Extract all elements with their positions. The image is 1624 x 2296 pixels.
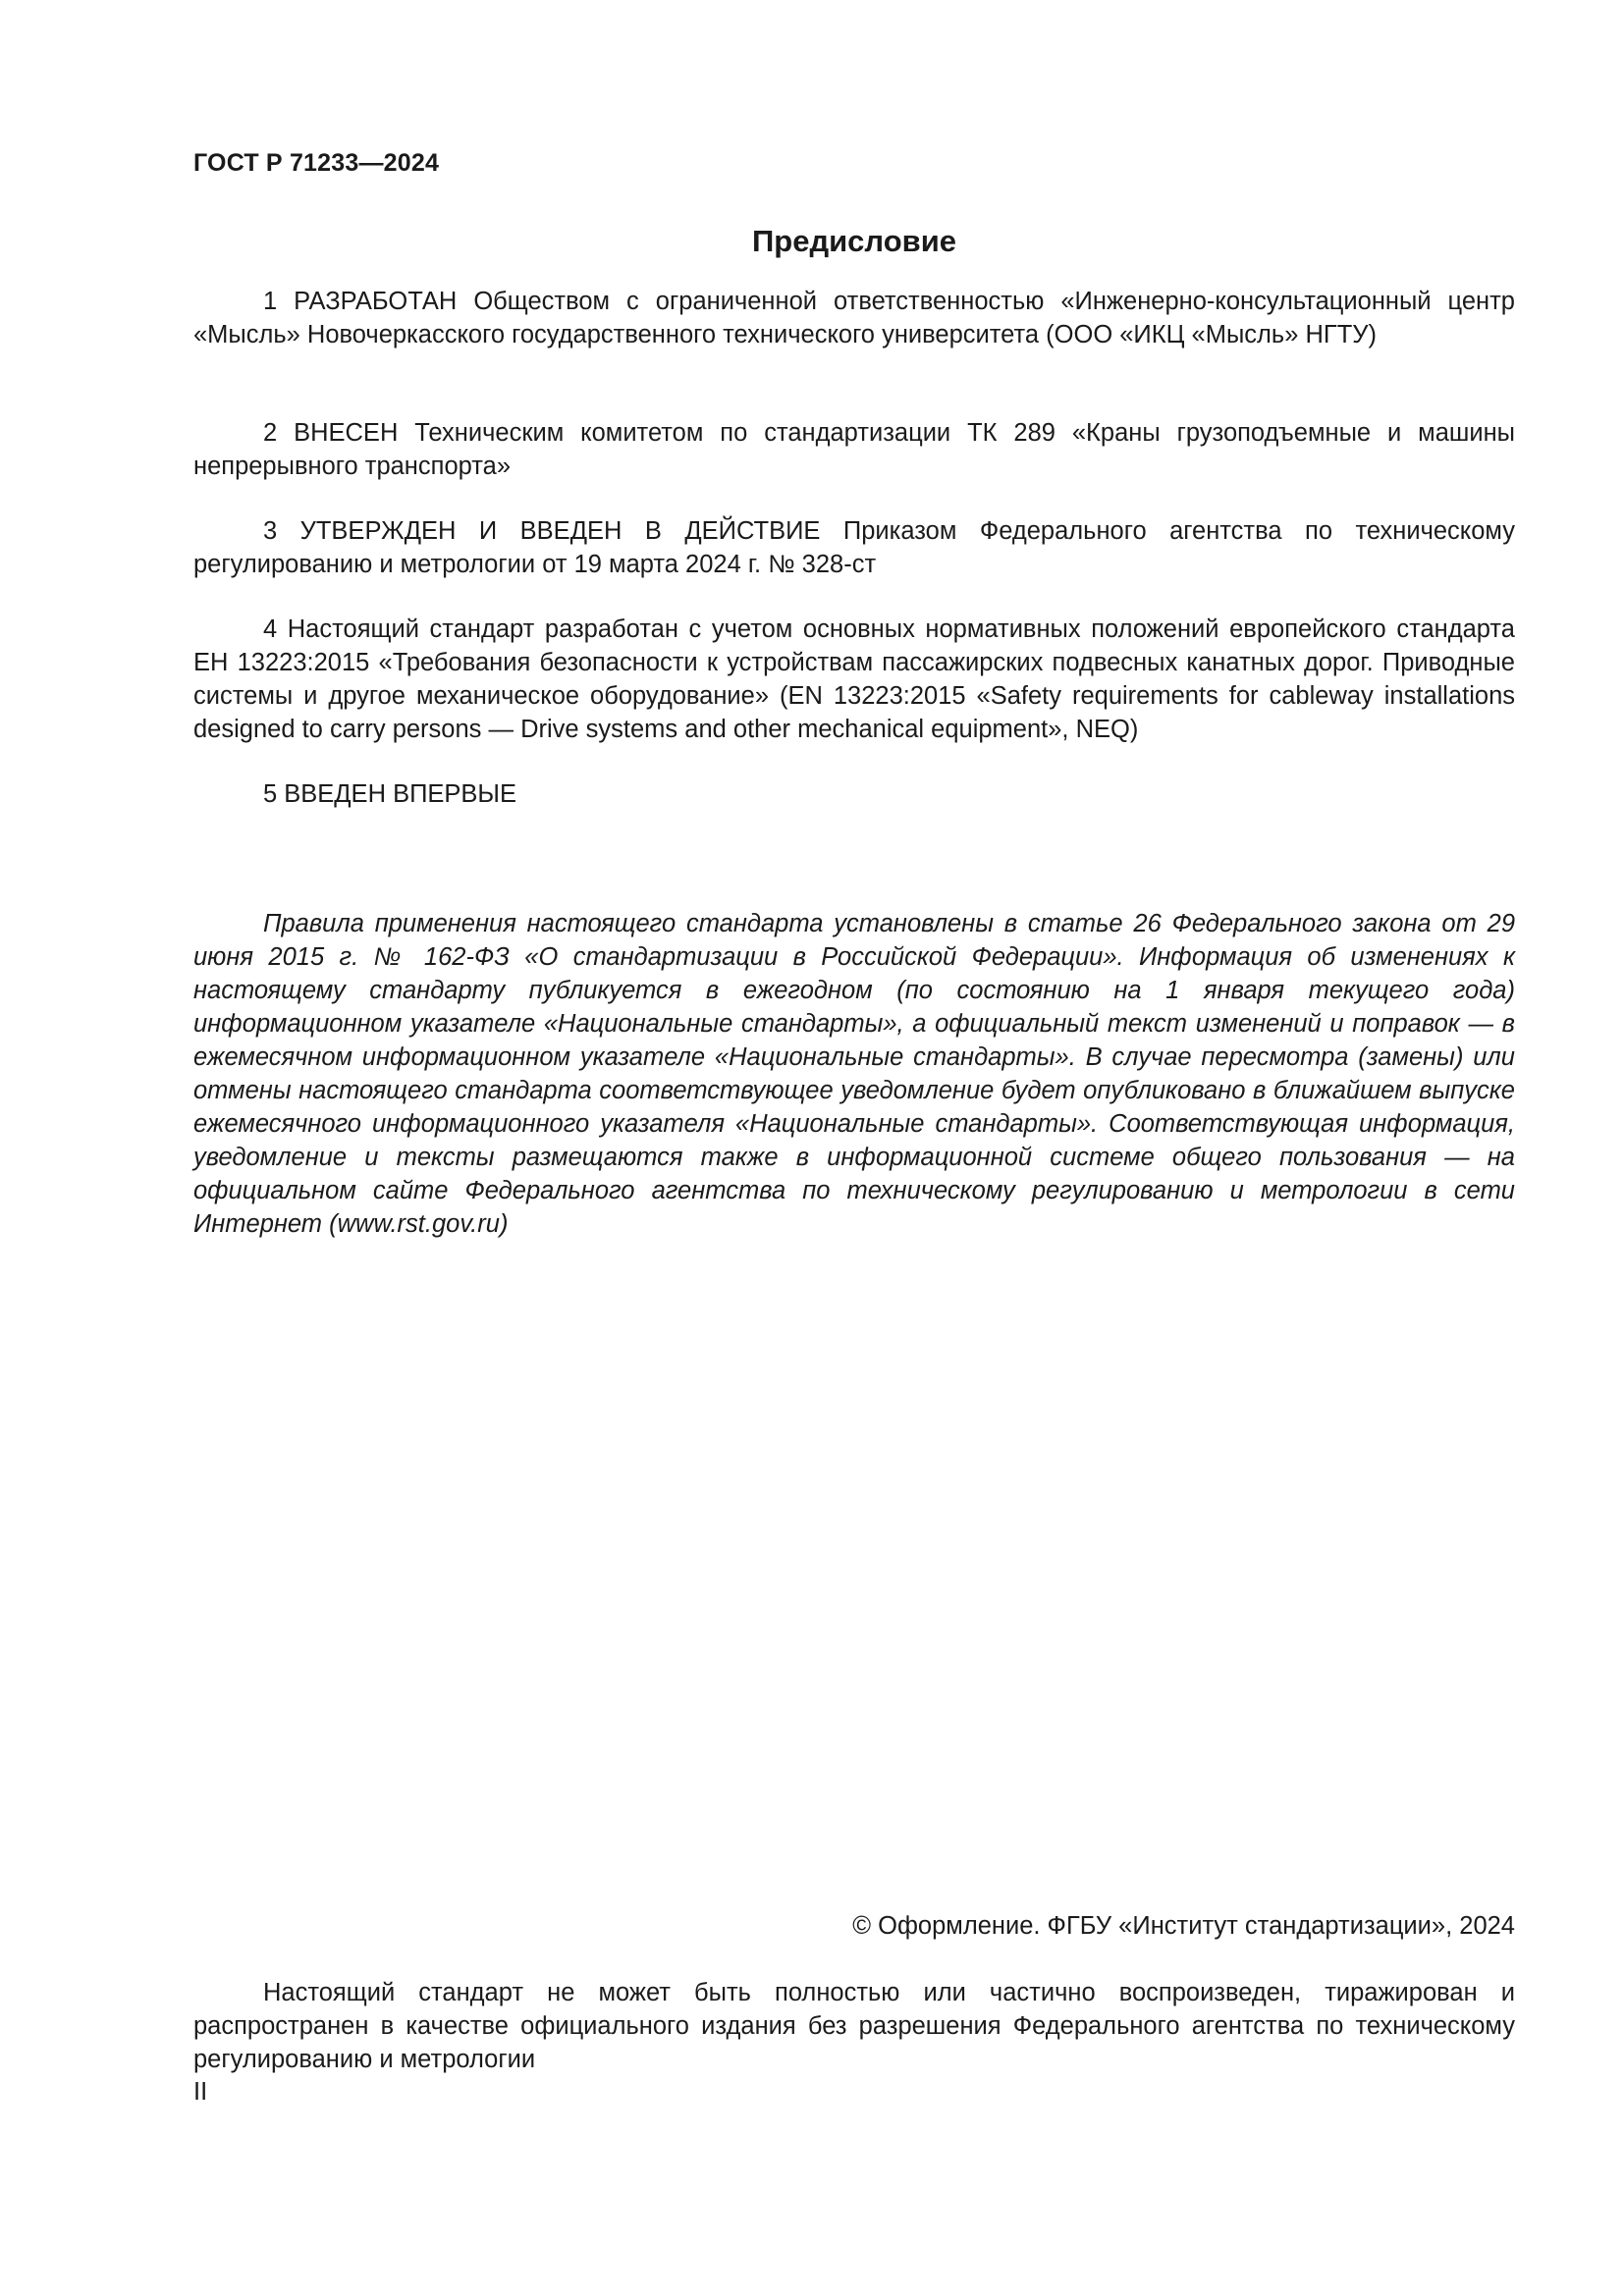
application-rules-notice: Правила применения настоящего стандарта установлены в статье 26 Федерального закона от 29 июня 2015 г. № 162-ФЗ «О стандартизации в Российской Федерации». Информация об изменениях к настоящему стандарту публикуется в ежегодном (по состоянию на 1 января текущего года) информационном указателе «Национальные стандарты», а официальный текст изменений и поправок — в ежемесячном информационном указателе «Национальные стандарты». В случае пересмотра (замены) или отмены настоящего стандарта соответствующее уведомление будет опубликовано в ближайшем выпуске ежемесячного информационного указателя «Национальные стандарты». Соответствующая информация, уведомление и тексты размещаются также в информационной системе общего пользования — на официальном сайте Федерального агентства по техническому регулированию и метрологии в сети Интернет (www.rst.gov.ru) — [193, 910, 1515, 1238]
foreword-item-2: 2 ВНЕСЕН Техническим комитетом по стандартизации ТК 289 «Краны грузоподъемные и машины непрерывного транспорта» — [193, 419, 1515, 480]
standard-code: ГОСТ Р 71233—2024 — [193, 149, 440, 177]
copyright-line: © Оформление. ФГБУ «Институт стандартизации», 2024 — [852, 1912, 1515, 1940]
page-number: II — [193, 2078, 208, 2106]
foreword-item-1: 1 РАЗРАБОТАН Обществом с ограниченной ответственностью «Инженерно-консультационный центр «Мысль» Новочеркасского государственного технического университета (ООО «ИКЦ «Мысль» НГТУ) — [193, 288, 1515, 348]
foreword-item-5: 5 ВВЕДЕН ВПЕРВЫЕ — [263, 780, 517, 808]
foreword-item-4: 4 Настоящий стандарт разработан с учетом основных нормативных положений европейского стандарта ЕН 13223:2015 «Требования безопасности к устройствам пассажирских подвесных канатных дорог. Приводные системы и другое механическое оборудование» (EN 13223:2015 «Safety requirements for cableway installations designed to carry persons — Drive systems and other mechanical equipment», NEQ) — [193, 615, 1515, 743]
reproduction-notice: Настоящий стандарт не может быть полностью или частично воспроизведен, тиражирован и распространен в качестве официального издания без разрешения Федерального агентства по техническому регулированию и метрологии — [193, 1979, 1515, 2073]
foreword-item-3: 3 УТВЕРЖДЕН И ВВЕДЕН В ДЕЙСТВИЕ Приказом Федерального агентства по техническому регулированию и метрологии от 19 марта 2024 г. № 328-ст — [193, 517, 1515, 578]
page-title: Предисловие — [751, 224, 956, 258]
